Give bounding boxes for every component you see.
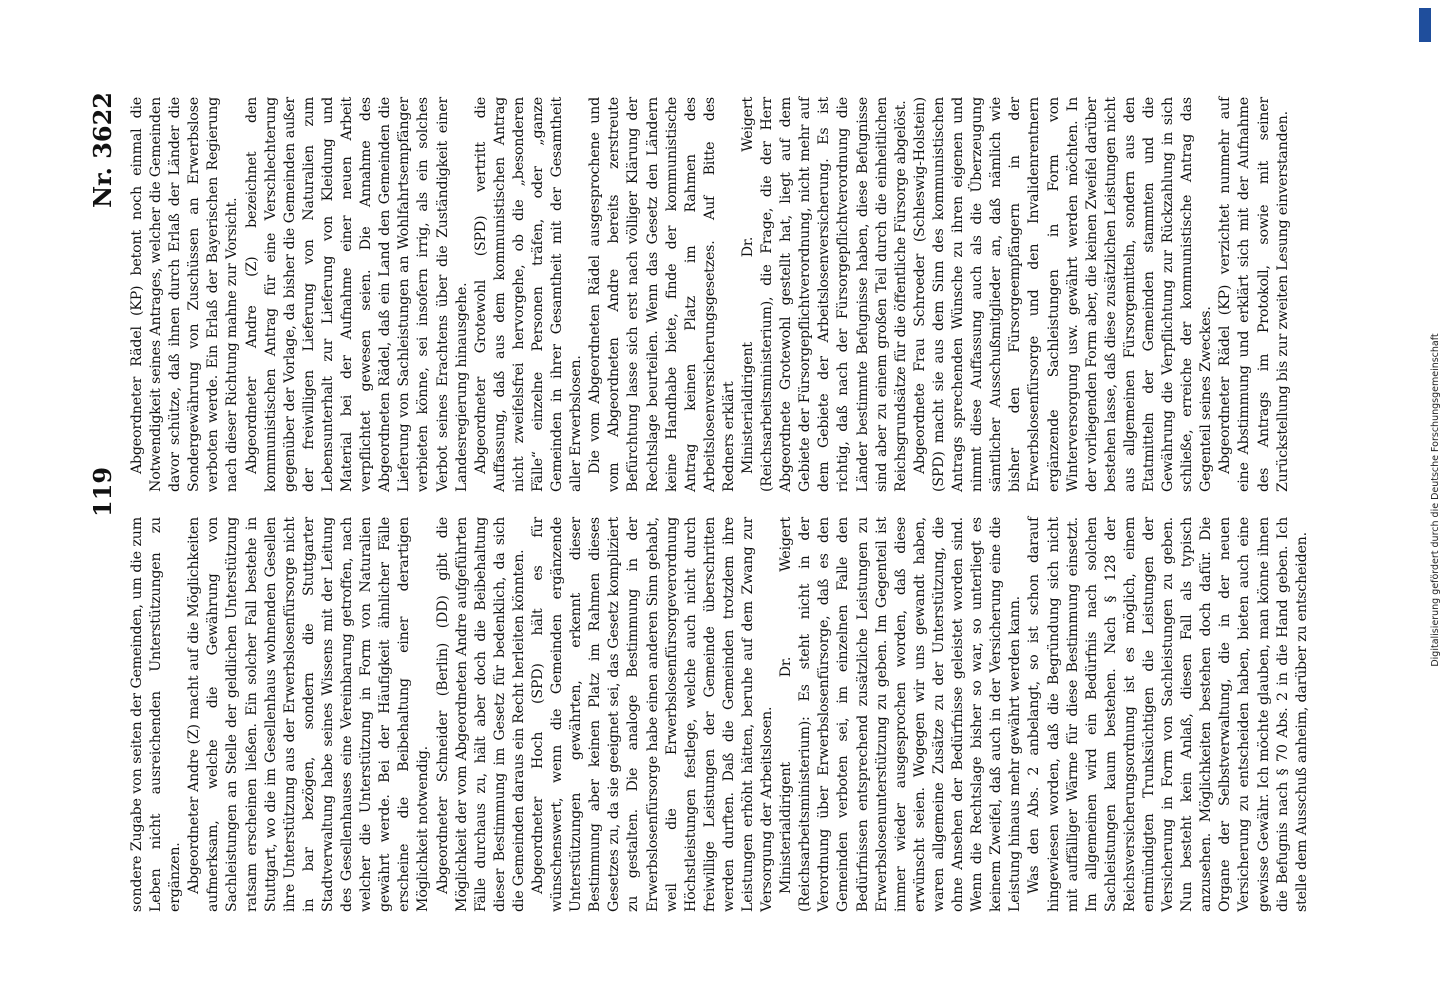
page-header <box>88 92 122 912</box>
digitization-credit: Digitalisierung gefördert durch die Deutsche Forschungsgemeinschaft <box>1430 333 1441 667</box>
paragraph: Abgeordnete Frau Schroeder (Schleswig-Holstein) (SPD) macht sie aus dem Sinn des kommunistischen Antrags sprechenden Wünsche zu ihren eigenen und nimmt diese Auffassung auch als die Überzeugung sämtlicher Ausschußmitglieder an, daß nämlich wie bisher den Fürsorgeempfängern in der Erwerbslosenfürsorge und den Invalidenrentnern ergänzende Sachleistungen in Form von Winterversorgung usw. gewährt werden möchten. In der vorliegenden Form aber, die keinen Zweifel darüber bestehen lasse, daß diese zusätzlichen Leistungen nicht aus allgemeinen Fürsorgemitteln, sondern aus den Etatmitteln der Gemeinden stammten und die Gewährung die Verpflichtung zur Rückzahlung in sich schließe, erreiche der kommunistische Antrag das Gegenteil seines Zweckes. <box>911 97 1215 492</box>
paragraph: Was den Abs. 2 anbelangt, so ist schon darauf hingewiesen worden, daß die Begründung sich nicht mit auffälliger Wärme für diese Bestimmung einsetzt. Im allgemeinen wird ein Bedürfnis nach solchen Sachleistungen kaum bestehen. Nach § 128 der Reichsversicherungsordnung ist es möglich, einem entmündigten Trunksüchtigen die Leistungen der Versicherung in Form von Sachleistungen zu geben. Nun besteht kein Anlaß, diesen Fall als typisch anzusehen. Möglichkeiten bestehen doch dafür. Die Organe der Selbstverwaltung, die in der neuen Versicherung zu entscheiden haben, bieten auch eine gewisse Gewähr. Ich möchte glauben, man könne ihnen die Befugnis nach § 70 Abs. 2 in die Hand geben. Ich stelle dem Ausschuß anheim, darüber zu entscheiden. <box>1026 517 1310 912</box>
dfg-logo-text: DFG <box>1431 21 1440 40</box>
paragraph: Ministerialdirigent Dr. Weigert (Reichsarbeitsministerium): Es steht nicht in der Verordnung über Erwerbslosenfürsorge, daß es den Gemeinden verboten sei, im einzelnen Falle den Bedürfnissen entsprechend zusätzliche Leistungen zu Erwerbslosenunterstützung zu geben. Im Gegenteil ist immer wieder ausgesprochen worden, daß diese erwünscht seien. Wogegen wir uns gewandt haben, waren allgemeine Zusätze zu der Unterstützung, die ohne Ansehen der Bedürfnisse geleistet worden sind. Wenn die Rechtslage bisher so war, so unterliegt es keinem Zweifel, daß auch in der Versicherung eine die Leistung hinaus mehr gewährt werden kann. <box>778 517 1024 912</box>
paragraph: Abgeordneter Hoch (SPD) hält es für wünschenswert, wenn die Gemeinden ergänzende Unterstützungen gewährten, erkennt dieser Bestimmung aber keinen Platz im Rahmen dieses Gesetzes zu, da sie geeignet sei, das Gesetz kompliziert zu gestalten. Die analoge Bestimmung in der Erwerbslosenfürsorge habe einen anderen Sinn gehabt, weil die Erwerbslosenfürsorgeverordnung Höchstleistungen festlege, welche auch nicht durch freiwillige Leistungen der Gemeinde überschritten werden durften. Daß die Gemeinden trotzdem ihre Leistungen erhöht hätten, beruhe auf dem Zwang zur Versorgung der Arbeitslosen. <box>529 517 776 912</box>
paragraph: Abgeordneter Schneider (Berlin) (DD) gibt die Möglichkeit der vom Abgeordneten Andre aufgeführten Fälle durchaus zu, hält aber doch die Beibehaltung dieser Bestimmung im Gesetz für bedenklich, da sich die Gemeinden daraus ein Recht herleiten könnten. <box>434 517 527 912</box>
document-number: Nr. 3622 <box>88 92 117 208</box>
paragraph: Abgeordneter Grotewohl (SPD) vertritt die Auffassung, daß aus dem kommunistischen Antrag nicht zweifelsfrei hervorgehe, ob die „besonderen Fälle“ einzelne Personen träfen, oder „ganze Gemeinden in ihrer Gesamtheit mit der Gesamtheit aller Erwerbslosen. <box>472 97 585 492</box>
dfg-logo <box>1419 8 1431 42</box>
right-column <box>128 97 1293 492</box>
rotated-scan <box>88 92 1308 912</box>
paragraph: Abgeordneter Rädel (KP) verzichtet nunmehr auf eine Abstimmung und erklärt sich mit der Aufnahme des Antrags im Protokoll, sowie mit seiner Zurückstellung bis zur zweiten Lesung einverstanden. <box>1217 97 1291 492</box>
paragraph: Ministerialdirigent Dr. Weigert (Reichsarbeitsministerium), die Frage, die der Herr Abgeordnete Grotewohl gestellt hat, liegt auf dem Gebiete der Fürsorgepflichtverordnung, nicht mehr auf dem Gebiete der Arbeitslosenversicherung. Es ist richtig, daß nach der Fürsorgepflichtverordnung die Länder bestimmte Befugnisse haben, diese Befugnisse sind aber zu einem großen Teil durch die einheitlichen Reichsgrundsätze für die öffentliche Fürsorge abgelöst. <box>740 97 909 492</box>
paragraph: Abgeordneter Rädel (KP) betont noch einmal die Notwendigkeit seines Antrages, welcher die Gemeinden davor schütze, daß ihnen durch Erlaß der Länder die Sondergewährung von Zuschüssen an Erwerbslose verboten werde. Ein Erlaß der Bayerischen Regierung nach dieser Richtung mahne zur Vorsicht. <box>129 97 241 492</box>
scan-content <box>88 92 1308 912</box>
paragraph: Abgeordneter Andre (Z) bezeichnet den kommunistischen Antrag für eine Verschlechterung gegenüber der Vorlage, da bisher die Gemeinden außer der freiwilligen Lieferung von Naturalien zum Lebensunterhalt zur Lieferung von Kleidung und Material bei der Aufnahme einer neuen Arbeit verpflichtet gewesen seien. Die Annahme des Abgeordneten Rädel, daß ein Land den Gemeinden die Lieferung von Sachleistungen an Wohlfahrtsempfänger verbieten könne, sei insofern irrig, als ein solches Verbot seines Erachtens über die Zuständigkeit einer Landesregierung hinausgehe. <box>243 97 470 492</box>
paragraph: sondere Zugabe von seiten der Gemeinden, um die zum Leben nicht ausreichenden Unterstützungen zu ergänzen. <box>129 517 184 912</box>
paragraph: Abgeordneter Andre (Z) macht auf die Möglichkeiten aufmerksam, welche die Gewährung von Sachleistungen an Stelle der geldlichen Unterstützung ratsam erscheinen ließen. Ein solcher Fall bestehe in Stuttgart, wo die im Gesellenhaus wohnenden Gesellen ihre Unterstützung aus der Erwerbslosenfürsorge nicht in bar bezögen, sondern die Stuttgarter Stadtverwaltung habe seines Wissens mit der Leitung des Gesellenhauses eine Vereinbarung getroffen, nach welcher die Unterstützung in Form von Naturalien gewährt werde. Bei der Häufigkeit ähnlicher Fälle erscheine die Beibehaltung einer derartigen Möglichkeit notwendig. <box>186 517 432 912</box>
paragraph: Die vom Abgeordneten Rädel ausgesprochene und vom Abgeordneten Andre bereits zerstreute Befürchtung lasse sich erst nach völliger Klärung der Rechtslage beurteilen. Wenn das Gesetz den Ländern keine Handhabe biete, finde der kommunistische Antrag keinen Platz im Rahmen des Arbeitslosenversicherungsgesetzes. Auf Bitte des Redners erklärt <box>587 97 737 492</box>
left-column <box>128 517 1312 912</box>
page-number: 119 <box>88 466 117 517</box>
